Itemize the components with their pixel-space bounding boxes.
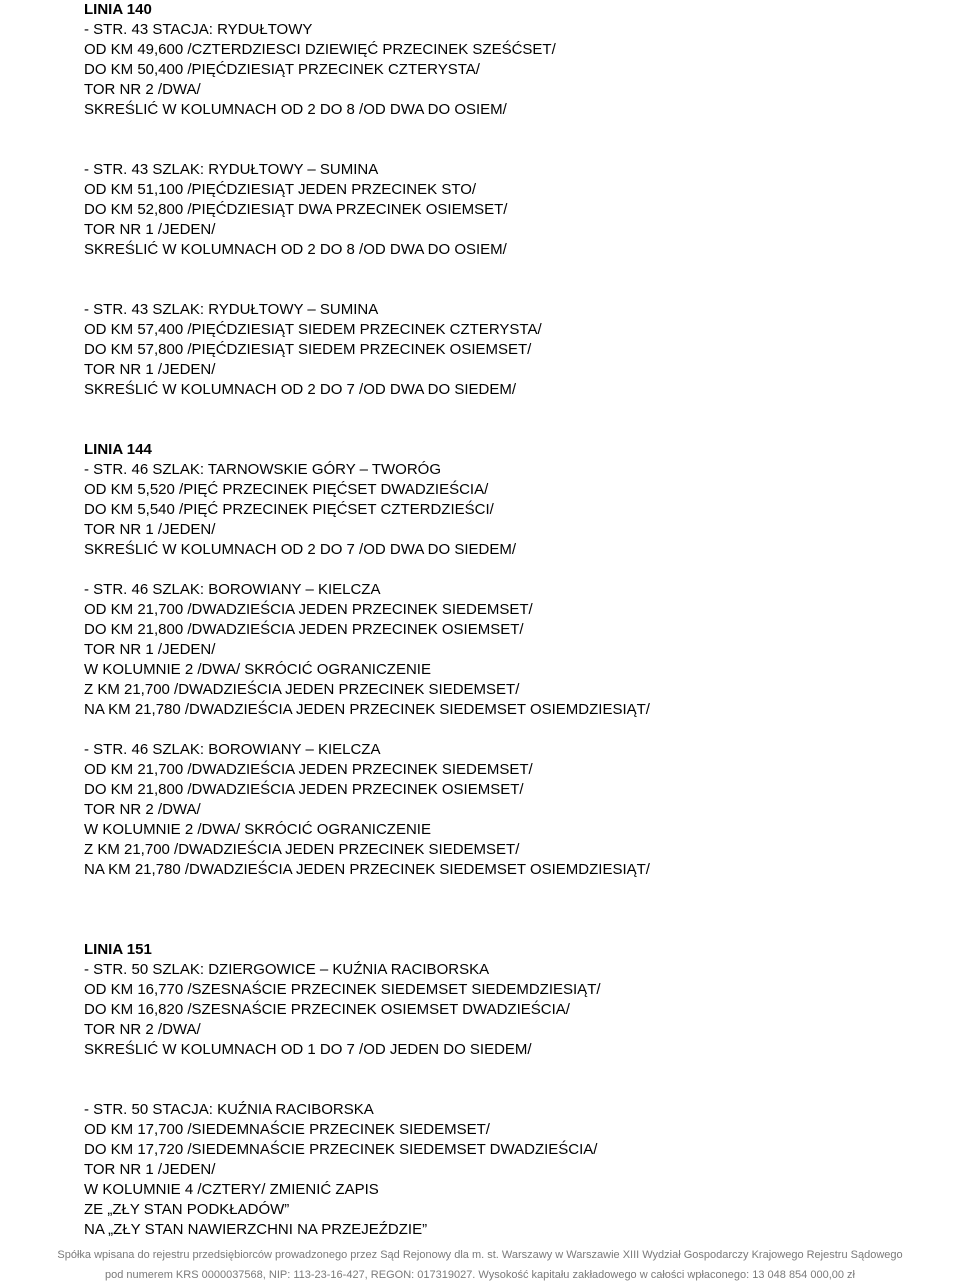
entry-line: OD KM 21,700 /DWADZIEŚCIA JEDEN PRZECINEK SIEDEMSET/ [84,601,533,618]
entry-line: Z KM 21,700 /DWADZIEŚCIA JEDEN PRZECINEK SIEDEMSET/ [84,681,520,698]
section-heading: LINIA 144 [84,441,152,458]
entry-line: TOR NR 2 /DWA/ [84,1021,201,1038]
entry-line: SKREŚLIĆ W KOLUMNACH OD 1 DO 7 /OD JEDEN DO SIEDEM/ [84,1041,532,1058]
entry-line: DO KM 21,800 /DWADZIEŚCIA JEDEN PRZECINEK OSIEMSET/ [84,781,524,798]
entry-line: NA KM 21,780 /DWADZIEŚCIA JEDEN PRZECINEK SIEDEMSET OSIEMDZIESIĄT/ [84,701,650,718]
entry-line: NA „ZŁY STAN NAWIERZCHNI NA PRZEJEŹDZIE” [84,1221,428,1238]
entry-line: - STR. 50 STACJA: KUŹNIA RACIBORSKA [84,1101,374,1118]
entry-line: SKREŚLIĆ W KOLUMNACH OD 2 DO 8 /OD DWA DO OSIEM/ [84,101,507,118]
entry-line: TOR NR 1 /JEDEN/ [84,521,216,538]
entry-line: Z KM 21,700 /DWADZIEŚCIA JEDEN PRZECINEK SIEDEMSET/ [84,841,520,858]
entry-line: TOR NR 2 /DWA/ [84,801,201,818]
section-heading: LINIA 151 [84,941,152,958]
entry [84,160,954,260]
entry-line: SKREŚLIĆ W KOLUMNACH OD 2 DO 7 /OD DWA DO SIEDEM/ [84,541,517,558]
entry [84,1100,954,1240]
spacer [84,1080,954,1100]
footer [0,1245,960,1285]
spacer [84,900,954,920]
entry-line: DO KM 52,800 /PIĘĆDZIESIĄT DWA PRZECINEK OSIEMSET/ [84,201,508,218]
entry-line: OD KM 57,400 /PIĘĆDZIESIĄT SIEDEM PRZECINEK CZTERYSTA/ [84,321,542,338]
spacer [84,120,954,140]
spacer [84,720,954,740]
entry [84,20,954,120]
entry-line: - STR. 46 SZLAK: BOROWIANY – KIELCZA [84,581,381,598]
entry-line: TOR NR 1 /JEDEN/ [84,1161,216,1178]
spacer [84,920,954,940]
spacer [84,260,954,280]
spacer [84,880,954,900]
spacer [84,1060,954,1080]
entry-line: OD KM 5,520 /PIĘĆ PRZECINEK PIĘĆSET DWADZIEŚCIA/ [84,481,489,498]
entry-line: SKREŚLIĆ W KOLUMNACH OD 2 DO 7 /OD DWA DO SIEDEM/ [84,381,517,398]
entry-line: DO KM 21,800 /DWADZIEŚCIA JEDEN PRZECINEK OSIEMSET/ [84,621,524,638]
section-linia-140 [84,0,954,440]
entry-line: TOR NR 1 /JEDEN/ [84,361,216,378]
section-linia-151 [84,940,954,1240]
entry-line: - STR. 43 SZLAK: RYDUŁTOWY – SUMINA [84,161,379,178]
section-heading: LINIA 140 [84,1,152,18]
footer-line: pod numerem KRS 0000037568, NIP: 113-23-16-427, REGON: 017319027. Wysokość kapitału zakładowego w całości wpłaconego: 13 048 854 000,00 zł [105,1269,855,1281]
spacer [84,560,954,580]
entry [84,580,954,720]
entry-line: OD KM 49,600 /CZTERDZIESCI DZIEWIĘĆ PRZECINEK SZEŚĆSET/ [84,41,556,58]
section-linia-144 [84,440,954,940]
entry-line: - STR. 43 STACJA: RYDUŁTOWY [84,21,313,38]
entry [84,300,954,400]
entry-line: NA KM 21,780 /DWADZIEŚCIA JEDEN PRZECINEK SIEDEMSET OSIEMDZIESIĄT/ [84,861,650,878]
entry-line: TOR NR 1 /JEDEN/ [84,641,216,658]
entry-line: OD KM 51,100 /PIĘĆDZIESIĄT JEDEN PRZECINEK STO/ [84,181,477,198]
entry-line: - STR. 43 SZLAK: RYDUŁTOWY – SUMINA [84,301,379,318]
entry-line: ZE „ZŁY STAN PODKŁADÓW” [84,1201,290,1218]
entry [84,960,954,1060]
entry-line: - STR. 46 SZLAK: BOROWIANY – KIELCZA [84,741,381,758]
spacer [84,140,954,160]
entry-line: DO KM 57,800 /PIĘĆDZIESIĄT SIEDEM PRZECINEK OSIEMSET/ [84,341,532,358]
entry-line: SKREŚLIĆ W KOLUMNACH OD 2 DO 8 /OD DWA DO OSIEM/ [84,241,507,258]
document-body [84,0,954,1240]
spacer [84,420,954,440]
entry-line: TOR NR 2 /DWA/ [84,81,201,98]
entry-line: OD KM 16,770 /SZESNAŚCIE PRZECINEK SIEDEMSET SIEDEMDZIESIĄT/ [84,981,601,998]
entry-line: OD KM 17,700 /SIEDEMNAŚCIE PRZECINEK SIEDEMSET/ [84,1121,490,1138]
entry-line: W KOLUMNIE 2 /DWA/ SKRÓCIĆ OGRANICZENIE [84,661,431,678]
entry-line: TOR NR 1 /JEDEN/ [84,221,216,238]
entry-line: DO KM 16,820 /SZESNAŚCIE PRZECINEK OSIEMSET DWADZIEŚCIA/ [84,1001,570,1018]
entry-line: DO KM 50,400 /PIĘĆDZIESIĄT PRZECINEK CZTERYSTA/ [84,61,480,78]
entry-line: W KOLUMNIE 4 /CZTERY/ ZMIENIĆ ZAPIS [84,1181,379,1198]
entry-line: - STR. 50 SZLAK: DZIERGOWICE – KUŹNIA RACIBORSKA [84,961,490,978]
spacer [84,400,954,420]
entry-line: W KOLUMNIE 2 /DWA/ SKRÓCIĆ OGRANICZENIE [84,821,431,838]
entry-line: - STR. 46 SZLAK: TARNOWSKIE GÓRY – TWORÓG [84,461,442,478]
entry [84,740,954,880]
entry-line: DO KM 17,720 /SIEDEMNAŚCIE PRZECINEK SIEDEMSET DWADZIEŚCIA/ [84,1141,598,1158]
entry-line: DO KM 5,540 /PIĘĆ PRZECINEK PIĘĆSET CZTERDZIEŚCI/ [84,501,494,518]
entry-line: OD KM 21,700 /DWADZIEŚCIA JEDEN PRZECINEK SIEDEMSET/ [84,761,533,778]
spacer [84,280,954,300]
footer-line: Spółka wpisana do rejestru przedsiębiorców prowadzonego przez Sąd Rejonowy dla m. st. Warszawy w Warszawie XIII Wydział Gospodarczy Krajowego Rejestru Sądowego [57,1249,903,1261]
entry [84,460,954,560]
